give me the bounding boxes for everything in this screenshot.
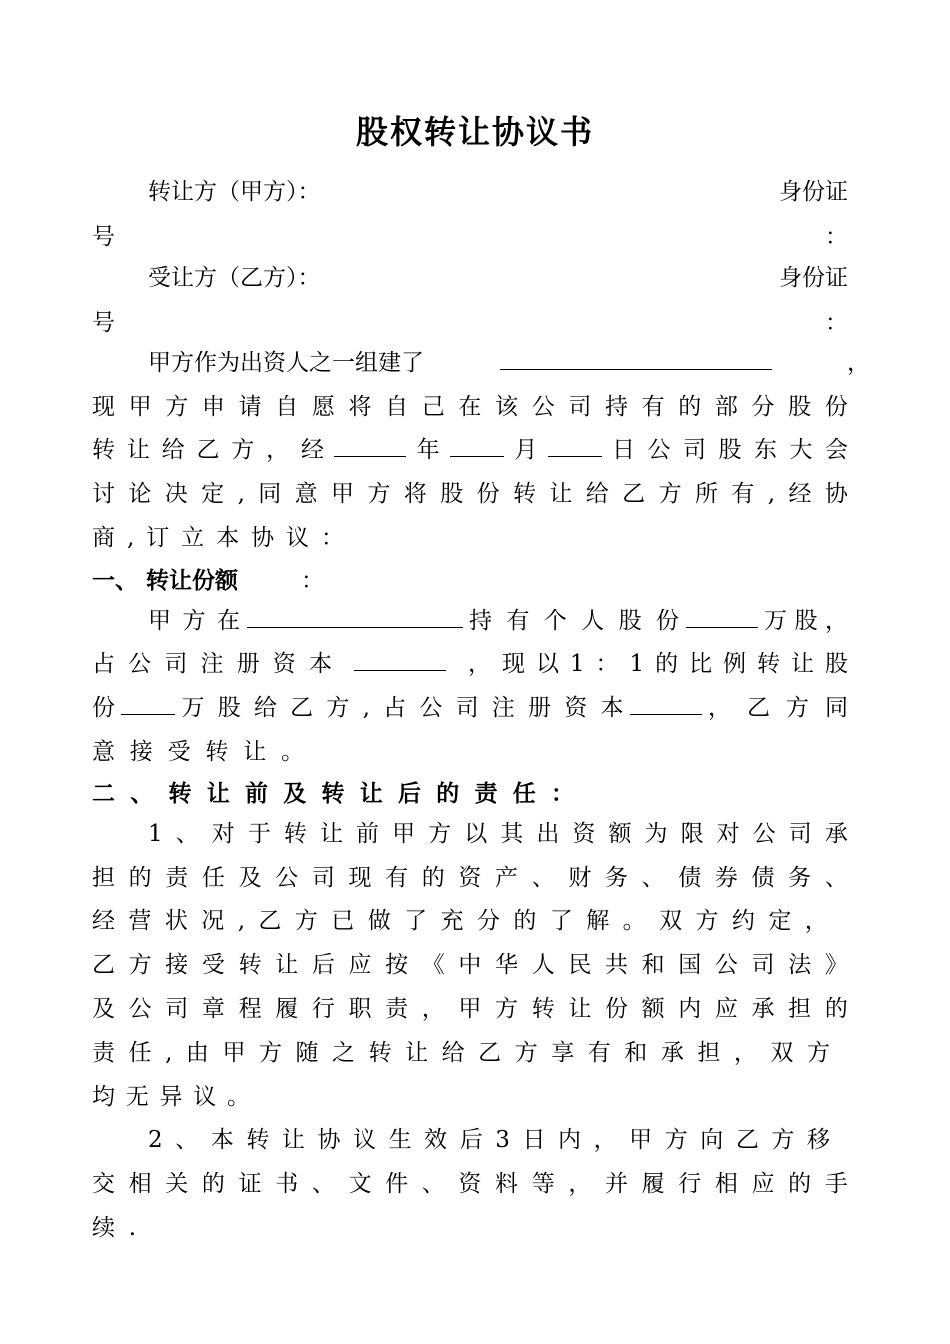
section-text: 持 有 个 人 股 份 [469, 608, 679, 634]
section-2-p1-line-4 [92, 949, 848, 981]
month-blank[interactable] [450, 434, 504, 457]
section-1-line-3 [92, 692, 848, 724]
year-blank[interactable] [334, 434, 406, 457]
shares-transfer-blank[interactable] [121, 692, 175, 715]
preamble-text: 转 让 给 乙 方 ， 经 [92, 437, 324, 463]
section-1-heading [92, 565, 324, 597]
section-2-p2-line-1 [148, 1124, 830, 1156]
section-text: 甲 方 在 [148, 608, 240, 634]
section-text: 及 公 司 章 程 履 行 职 责 ， 甲 方 转 让 份 额 内 应 承 担 的 [92, 996, 848, 1022]
section-text: 2 、 本 转 让 协 议 生 效 后 3 日 内 ， 甲 方 向 乙 方 移 [148, 1127, 830, 1153]
section-2-p2-line-2 [92, 1168, 848, 1200]
preamble-text: 现 甲 方 申 请 自 愿 将 自 己 在 该 公 司 持 有 的 部 分 股 份 [92, 394, 848, 420]
section-heading-colon: ： [301, 568, 324, 594]
section-text: 万 股 给 乙 方 , 占 公 司 注 册 资 本 [181, 695, 624, 721]
preamble-line-1 [148, 347, 870, 379]
preamble-line-5 [92, 522, 344, 554]
section-text: ， 乙 方 同 [708, 695, 848, 721]
section-2-p2-line-3 [92, 1212, 136, 1244]
shares-blank[interactable] [686, 605, 758, 628]
company-blank[interactable] [247, 605, 463, 628]
transferor-id-label-cont: 号 ： [92, 224, 848, 250]
transferee-id-line [92, 307, 848, 339]
section-1-line-1 [148, 605, 848, 637]
section-text: 续 . [92, 1215, 136, 1241]
transferee-id-label-cont: 号 ： [92, 310, 848, 336]
preamble-text: 商 , 订 立 本 协 议 ： [92, 525, 344, 551]
preamble-line-3 [92, 434, 848, 466]
transferor-id-line [92, 221, 848, 253]
section-2-p1-line-5 [92, 993, 848, 1025]
capital-percent-blank[interactable] [630, 692, 702, 715]
company-name-blank[interactable] [500, 347, 772, 370]
section-text: 经 营 状 况 , 乙 方 已 做 了 充 分 的 了 解 。 双 方 约 定 ， [92, 908, 828, 934]
preamble-text: 讨 论 决 定 , 同 意 甲 方 将 股 份 转 让 给 乙 方 所 有 , 经 协 [92, 481, 848, 507]
transferee-id-label: 身份证 [779, 265, 848, 291]
transferor-id-label: 身份证 [779, 179, 848, 205]
document-title: 股权转让协议书 [355, 113, 594, 151]
year-label: 年 [416, 437, 440, 463]
section-2-p1-line-3 [92, 905, 828, 937]
section-text: 交 相 关 的 证 书 、 文 件 、 资 料 等 ， 并 履 行 相 应 的 手 [92, 1171, 848, 1197]
section-1-line-2 [92, 648, 848, 680]
section-2-heading [92, 778, 574, 810]
section-text: ， 现 以 1 ： 1 的 比 例 转 让 股 [468, 651, 848, 677]
section-heading-text: 二 、 转 让 前 及 转 让 后 的 责 任 ： [92, 780, 574, 807]
section-heading-text: 一、 转让份额 [92, 567, 239, 594]
section-2-p1-line-7 [92, 1081, 250, 1113]
preamble-text: 甲方作为出资人之一组建了 [148, 350, 424, 376]
preamble-line-4 [92, 478, 848, 510]
section-text: 担 的 责 任 及 公 司 现 有 的 资 产 、 财 务 、 债 券 债 务 、 [92, 865, 848, 891]
section-text: 均 无 异 议 。 [92, 1084, 250, 1110]
section-2-p1-line-1 [148, 818, 848, 850]
transferor-label: 转让方（甲方）： [148, 179, 321, 205]
section-text: 份 [92, 695, 115, 721]
section-text: 万 股 ， [764, 608, 848, 634]
preamble-line-2 [92, 391, 848, 423]
section-text: 1 、 对 于 转 让 前 甲 方 以 其 出 资 额 为 限 对 公 司 承 [148, 821, 848, 847]
day-blank[interactable] [548, 434, 602, 457]
section-text: 占 公 司 注 册 资 本 [92, 651, 332, 677]
section-text: 责 任 , 由 甲 方 随 之 转 让 给 乙 方 享 有 和 承 担 ， 双 方 [92, 1040, 830, 1066]
section-text: 乙 方 接 受 转 让 后 应 按 《 中 华 人 民 共 和 国 公 司 法 》 [92, 952, 848, 978]
section-2-p1-line-6 [92, 1037, 830, 1069]
capital-blank[interactable] [354, 648, 446, 671]
section-1-line-4 [92, 736, 304, 768]
transferee-line [148, 262, 848, 294]
preamble-text: 日 公 司 股 东 大 会 [611, 437, 848, 463]
transferor-line [148, 176, 848, 208]
section-text: 意 接 受 转 让 。 [92, 739, 304, 765]
transferee-label: 受让方（乙方）： [148, 265, 321, 291]
preamble-comma: ， [847, 350, 870, 376]
month-label: 月 [514, 437, 538, 463]
section-2-p1-line-2 [92, 862, 848, 894]
